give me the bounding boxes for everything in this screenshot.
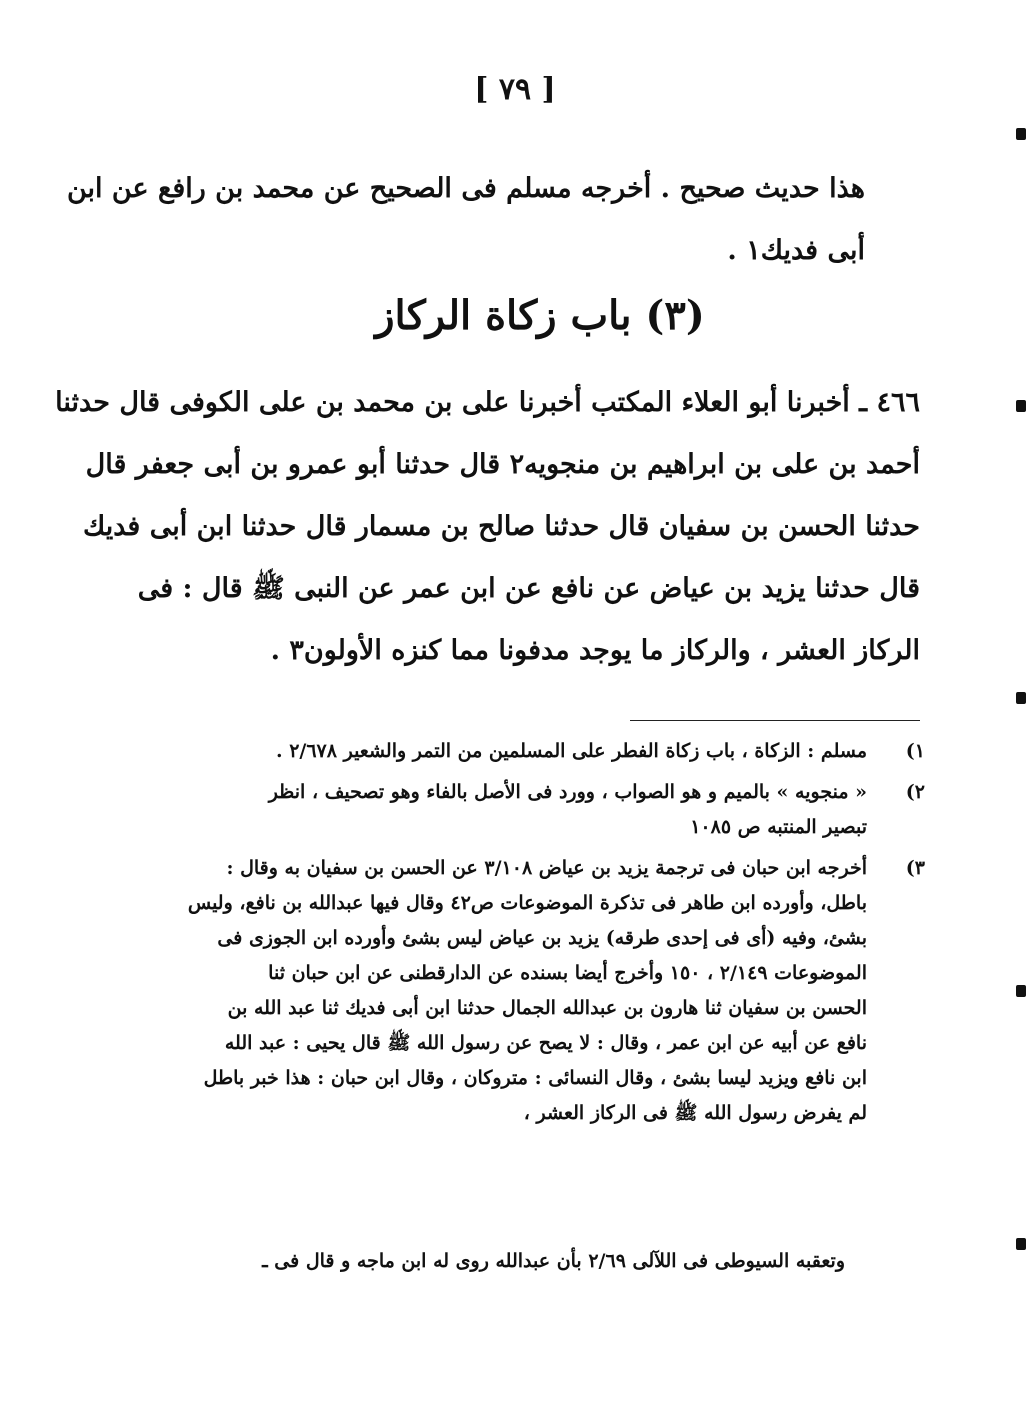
hadith-line: ٤٦٦ ـ أخبرنا أبو العلاء المكتب أخبرنا على بن محمد بن على الكوفى قال حدثنا bbox=[55, 387, 920, 418]
page-number: [ ٧٩ ] bbox=[474, 72, 556, 107]
footnotes bbox=[187, 734, 925, 1137]
scan-edge-mark bbox=[1016, 985, 1026, 997]
footnote-line: نافع عن أبيه عن ابن عمر ، وقال : لا يصح عن رسول الله ﷺ قال يحيى : عبد الله bbox=[224, 1032, 867, 1054]
scan-edge-mark bbox=[1016, 128, 1026, 140]
footnote-line: ابن نافع ويزيد ليسا بشئ ، وقال النسائى : متروكان ، وقال ابن حبان : هذا خبر باطل bbox=[203, 1067, 867, 1089]
hadith-line: حدثنا الحسن بن سفيان قال حدثنا صالح بن مسمار قال حدثنا ابن أبى فديك bbox=[82, 511, 920, 542]
footnote-2 bbox=[205, 775, 925, 845]
hadith-line: أحمد بن على بن ابراهيم بن منجويه٢ قال حدثنا أبو عمرو بن أبى جعفر قال bbox=[85, 449, 920, 480]
footnote-3 bbox=[187, 851, 925, 1131]
intro-paragraph bbox=[66, 158, 865, 282]
scan-edge-mark bbox=[1016, 400, 1026, 412]
footnote-line: باطل، وأورده ابن طاهر فى تذكرة الموضوعات ص٤٢ وقال فيها عبدالله بن نافع، وليس bbox=[187, 892, 867, 914]
footnote-line: بشئ، وفيه (أى فى إحدى طرقه) يزيد بن عياض ليس بشئ وأورده ابن الجوزى فى bbox=[217, 927, 867, 949]
footnote-number: ١) bbox=[905, 740, 925, 762]
footnote-line: أخرجه ابن حبان فى ترجمة يزيد بن عياض ٣/١٠٨ عن الحسن بن سفيان به وقال : bbox=[226, 857, 867, 879]
footnote-number: ٣) bbox=[905, 857, 925, 879]
chapter-heading: (٣) باب زكاة الركاز bbox=[375, 292, 705, 339]
footnote-1 bbox=[205, 734, 925, 769]
scan-edge-mark bbox=[1016, 692, 1026, 704]
hadith-line: قال حدثنا يزيد بن عياض عن نافع عن ابن عمر عن النبى ﷺ قال : فى bbox=[137, 573, 920, 604]
footnote-line: « منجويه » بالميم و هو الصواب ، وورد فى الأصل بالفاء وهو تصحيف ، انظر bbox=[268, 781, 867, 803]
intro-line: أبى فديك١ . bbox=[727, 235, 865, 266]
intro-line: هذا حديث صحيح . أخرجه مسلم فى الصحيح عن محمد بن رافع عن ابن bbox=[66, 173, 865, 204]
footnote-continuation: وتعقبه السيوطى فى اللآلى ٢/٦٩ بأن عبدالله روى له ابن ماجه و قال فى ـ bbox=[262, 1250, 845, 1272]
footnote-line: لم يفرض رسول الله ﷺ فى الركاز العشر ، bbox=[523, 1102, 867, 1124]
footnote-line: الموضوعات ٢/١٤٩ ، ١٥٠ وأخرج أيضا بسنده عن الدارقطنى عن ابن حبان ثنا bbox=[268, 962, 867, 984]
footnote-line: تبصير المنتبه ص ١٠٨٥ bbox=[690, 816, 867, 838]
footnote-number: ٢) bbox=[905, 781, 925, 803]
hadith-line: الركاز العشر ، والركاز ما يوجد مدفونا مما كنزه الأولون٣ . bbox=[270, 635, 920, 666]
hadith-paragraph bbox=[55, 372, 920, 682]
scan-edge-mark bbox=[1016, 1238, 1026, 1250]
footnote-separator bbox=[630, 720, 920, 721]
footnote-line: الحسن بن سفيان ثنا هارون بن عبدالله الجمال حدثنا ابن أبى فديك ثنا عبد الله بن bbox=[227, 997, 867, 1019]
footnote-line: مسلم : الزكاة ، باب زكاة الفطر على المسلمين من التمر والشعير ٢/٦٧٨ . bbox=[275, 740, 867, 762]
